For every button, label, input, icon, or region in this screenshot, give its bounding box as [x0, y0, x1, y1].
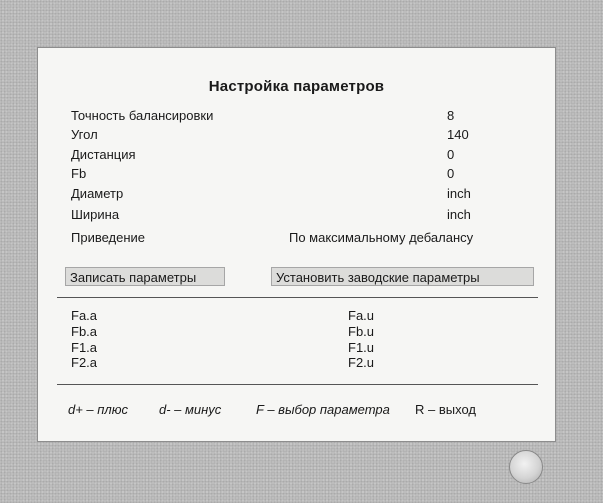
value-fa-u: Fa.u	[348, 308, 375, 323]
param-label: Точность балансировки	[71, 108, 214, 123]
param-label: Fb	[71, 166, 87, 181]
param-value: 0	[447, 147, 455, 162]
param-row-diameter[interactable]	[71, 185, 541, 203]
param-label: Дистанция	[71, 147, 136, 162]
param-row-width[interactable]	[71, 206, 541, 224]
divider	[57, 384, 538, 385]
legend-plus: d+ – плюс	[68, 402, 129, 417]
write-parameters-button[interactable]: Записать параметры	[65, 267, 225, 286]
param-value: По максимальному дебалансу	[289, 230, 474, 245]
legend-exit: R – выход	[415, 402, 476, 417]
legend-minus: d- – минус	[159, 402, 222, 417]
param-row-fb[interactable]	[71, 165, 541, 183]
page-title: Настройка параметров	[208, 78, 385, 95]
param-value: inch	[447, 207, 471, 222]
param-label: Ширина	[71, 207, 120, 222]
param-label: Диаметр	[71, 186, 124, 201]
factory-parameters-button[interactable]: Установить заводские параметры	[271, 267, 534, 286]
value-f1-a: F1.a	[71, 340, 98, 355]
param-value: 8	[447, 108, 455, 123]
value-f2-a: F2.a	[71, 355, 98, 370]
legend-select-parameter: F – выбор параметра	[256, 402, 390, 417]
divider	[57, 297, 538, 298]
value-fb-u: Fb.u	[348, 324, 375, 339]
param-value: 0	[447, 166, 455, 181]
value-fb-a: Fb.a	[71, 324, 98, 339]
param-value: 140	[447, 127, 469, 142]
param-value: inch	[447, 186, 471, 201]
param-label: Приведение	[71, 230, 146, 245]
settings-screen	[37, 47, 556, 442]
value-fa-a: Fa.a	[71, 308, 98, 323]
value-f2-u: F2.u	[348, 355, 375, 370]
param-label: Угол	[71, 127, 98, 142]
param-row-distance[interactable]	[71, 146, 541, 164]
value-f1-u: F1.u	[348, 340, 375, 355]
param-row-balancing-precision[interactable]	[71, 107, 541, 125]
param-row-reduction[interactable]	[71, 229, 541, 247]
control-knob[interactable]	[509, 450, 543, 484]
param-row-angle[interactable]	[71, 126, 541, 144]
